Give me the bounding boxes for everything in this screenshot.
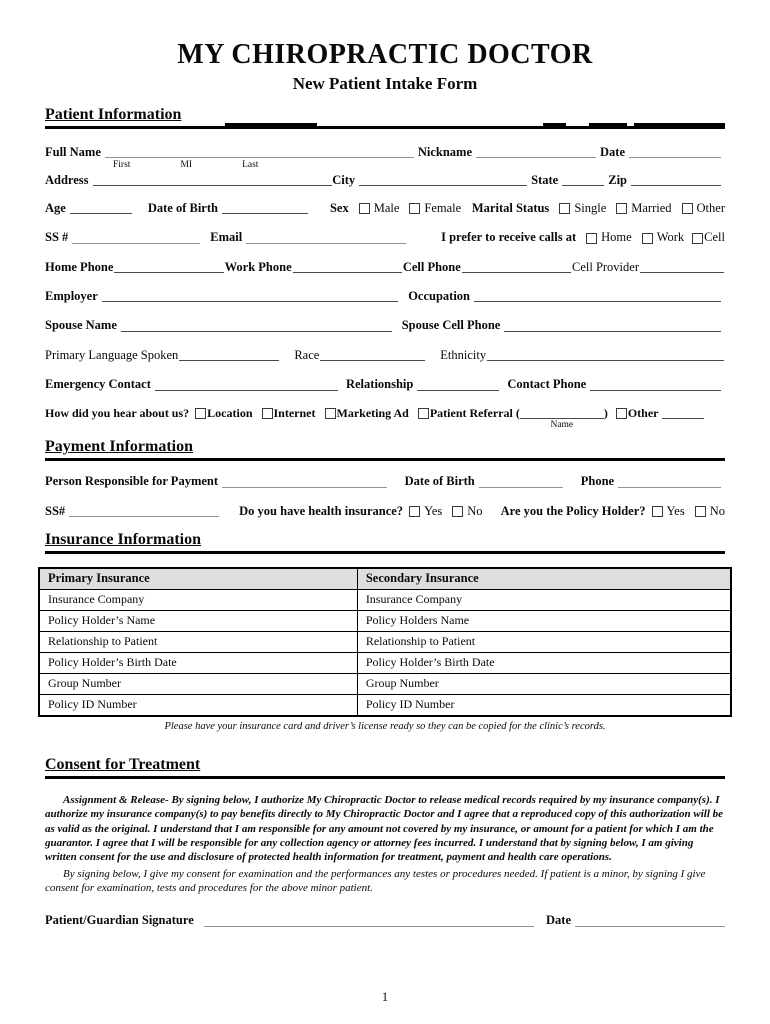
row-full-name (45, 145, 725, 159)
hear-internet-option-label: Internet (273, 405, 316, 420)
rule-mark (225, 123, 317, 127)
marital-status-label: Marital Status (471, 200, 550, 215)
checkbox-female[interactable] (409, 203, 420, 214)
state-label: State (531, 172, 559, 187)
cell-provider-label: Cell Provider (571, 259, 639, 274)
person-responsible-label: Person Responsible for Payment (45, 474, 219, 489)
row-person-responsible (45, 474, 725, 488)
policy-yes-label: Yes (666, 503, 685, 518)
checkbox-married[interactable] (616, 203, 627, 214)
signature-label: Patient/Guardian Signature (45, 913, 194, 928)
form-subtitle: New Patient Intake Form (292, 73, 478, 93)
checkbox-hear-marketing-ad[interactable] (325, 408, 336, 419)
checkbox-hear-internet[interactable] (262, 408, 273, 419)
table-cell[interactable]: Group Number (39, 674, 357, 695)
occupation-line[interactable] (474, 298, 721, 302)
page-number: 1 (381, 989, 389, 1004)
hear-about-us-label: How did you hear about us? (45, 405, 190, 420)
ss-line[interactable] (72, 240, 200, 244)
employer-label: Employer (45, 289, 98, 304)
table-cell[interactable]: Insurance Company (39, 590, 357, 611)
spouse-cell-label: Spouse Cell Phone (401, 318, 501, 333)
sex-label: Sex (329, 200, 349, 215)
row-language-race-ethnicity (45, 348, 725, 362)
home-phone-line[interactable] (114, 269, 223, 273)
checkbox-hear-patient-referral[interactable] (418, 408, 429, 419)
female-option-label: Female (424, 200, 462, 215)
table-cell[interactable]: Relationship to Patient (39, 632, 357, 653)
table-cell[interactable]: Policy Holder’s Birth Date (357, 653, 731, 674)
spouse-name-line[interactable] (121, 328, 392, 332)
primary-language-line[interactable] (179, 357, 279, 361)
payment-phone-line[interactable] (618, 484, 721, 488)
checkbox-hear-location[interactable] (195, 408, 206, 419)
city-line[interactable] (359, 182, 527, 186)
rule-mark (589, 123, 627, 127)
row-payment-ss-insurance (45, 504, 725, 518)
checkbox-single[interactable] (559, 203, 570, 214)
row-age-sex-marital (45, 201, 725, 215)
insurance-table-header-row (39, 568, 731, 590)
name-part-labels (45, 160, 725, 170)
hear-marketing-ad-option-label: Marketing Ad (336, 405, 409, 420)
home-phone-label: Home Phone (45, 259, 114, 274)
signature-date-label: Date (546, 913, 571, 928)
calls-preference-label: I prefer to receive calls at (441, 230, 577, 245)
hear-location-option-label: Location (207, 405, 253, 420)
payment-dob-label: Date of Birth (404, 474, 475, 489)
payment-ss-line[interactable] (69, 513, 219, 517)
spouse-cell-line[interactable] (504, 328, 721, 332)
payment-section-title: Payment Information (45, 438, 193, 456)
table-row (39, 653, 731, 674)
table-cell[interactable]: Policy Holder’s Birth Date (39, 653, 357, 674)
email-line[interactable] (246, 240, 406, 244)
checkbox-insurance-no[interactable] (452, 506, 463, 517)
city-label: City (332, 172, 356, 187)
cell-phone-label: Cell Phone (402, 259, 461, 274)
date-label: Date (600, 144, 625, 159)
hear-other-line[interactable] (662, 415, 704, 419)
table-row (39, 632, 731, 653)
patient-section-title: Patient Information (45, 105, 182, 123)
table-cell[interactable]: Policy Holders Name (357, 611, 731, 632)
payment-ss-label: SS# (45, 503, 66, 518)
referral-paren-close: ) (603, 405, 608, 420)
table-cell[interactable]: Policy ID Number (39, 695, 357, 717)
payment-dob-line[interactable] (479, 484, 563, 488)
address-label: Address (45, 172, 89, 187)
row-ss-email-calls (45, 230, 725, 244)
rule-mark (634, 123, 725, 127)
row-how-did-you-hear (45, 405, 725, 431)
row-phones (45, 260, 725, 274)
section-consent-for-treatment (45, 756, 725, 779)
race-line[interactable] (320, 357, 425, 361)
checkbox-calls-work[interactable] (642, 233, 653, 244)
table-cell[interactable]: Insurance Company (357, 590, 731, 611)
table-row (39, 674, 731, 695)
table-cell[interactable]: Group Number (357, 674, 731, 695)
insurance-section-title: Insurance Information (45, 531, 202, 549)
work-phone-label: Work Phone (224, 259, 292, 274)
checkbox-insurance-yes[interactable] (409, 506, 420, 517)
primary-language-label: Primary Language Spoken (45, 347, 179, 362)
full-name-label: Full Name (45, 144, 101, 159)
row-signature (45, 913, 725, 927)
consent-section-title: Consent for Treatment (45, 756, 201, 774)
table-row (39, 695, 731, 717)
married-option-label: Married (631, 200, 672, 215)
ss-label: SS # (45, 230, 69, 245)
person-responsible-line[interactable] (222, 484, 387, 488)
nickname-line[interactable] (476, 154, 596, 158)
cell-phone-line[interactable] (462, 269, 571, 273)
address-line[interactable] (93, 182, 333, 186)
payment-phone-label: Phone (580, 474, 615, 489)
hear-patient-referral-option-label: Patient Referral (429, 405, 513, 420)
checkbox-policy-yes[interactable] (652, 506, 663, 517)
referral-name-sublabel: Name (550, 420, 574, 431)
ethnicity-line[interactable] (487, 357, 724, 361)
health-insurance-question: Do you have health insurance? (239, 503, 404, 518)
relationship-label: Relationship (345, 377, 414, 392)
date-line[interactable] (629, 154, 721, 158)
policy-holder-question: Are you the Policy Holder? (500, 503, 646, 518)
calls-home-option-label: Home (601, 230, 632, 245)
section-patient-information (45, 106, 725, 129)
table-row (39, 590, 731, 611)
signature-date-line[interactable] (575, 923, 725, 927)
dob-line[interactable] (222, 210, 308, 214)
nickname-label: Nickname (417, 144, 472, 159)
checkbox-calls-home[interactable] (586, 233, 597, 244)
referral-name-line[interactable] (520, 415, 604, 431)
checkbox-policy-no[interactable] (695, 506, 706, 517)
occupation-label: Occupation (408, 289, 470, 304)
consent-assignment-release-paragraph: Assignment & Release- By signing below, I authorize My Chiropractic Doctor to release medical records required by my insurance company(s). I authorize my insurance company(s) to pay benefits directly to My Chiropractic Doctor and I agree that a reproduced copy of this authorization will be as valid as the original. I understand that I am responsible for any amount not covered by my insurance, or amount for a patient for which I am the guarantor. I agree that I will be responsible for any collection agency or attorney fees incurred. I understand that by signing below, I am giving written consent for the use and disclosure of protected health information for treatment, payment and health care operations. (45, 794, 724, 864)
employer-line[interactable] (102, 298, 398, 302)
hear-other-option-label: Other (627, 405, 659, 420)
calls-work-option-label: Work (656, 230, 685, 245)
section-insurance-information (45, 531, 725, 554)
state-line[interactable] (562, 182, 604, 186)
insurance-no-label: No (467, 503, 483, 518)
emergency-contact-label: Emergency Contact (45, 377, 151, 392)
email-label: Email (210, 230, 243, 245)
first-sublabel: First (113, 160, 131, 171)
contact-phone-label: Contact Phone (507, 377, 587, 392)
relationship-line[interactable] (417, 387, 499, 391)
full-name-line[interactable] (105, 154, 414, 158)
cell-provider-line[interactable] (640, 269, 724, 273)
table-cell[interactable]: Policy ID Number (357, 695, 731, 717)
row-spouse (45, 318, 725, 332)
policy-no-label: No (709, 503, 725, 518)
rule-mark (543, 123, 566, 127)
form-title: MY CHIROPRACTIC DOCTOR (177, 39, 593, 70)
age-line[interactable] (70, 210, 132, 214)
dob-label: Date of Birth (147, 200, 218, 215)
checkbox-calls-cell[interactable] (692, 233, 703, 244)
calls-cell-option-label: Cell (704, 230, 725, 245)
insurance-table (38, 567, 732, 717)
mi-sublabel: MI (180, 160, 193, 171)
single-option-label: Single (574, 200, 607, 215)
table-cell[interactable]: Relationship to Patient (357, 632, 731, 653)
checkbox-marital-other[interactable] (682, 203, 693, 214)
secondary-insurance-header: Secondary Insurance (357, 568, 731, 590)
insurance-card-note: Please have your insurance card and driver’s license ready so they can be copied for the clinic’s records. (164, 721, 606, 733)
contact-phone-line[interactable] (590, 387, 721, 391)
primary-insurance-header: Primary Insurance (39, 568, 357, 590)
zip-label: Zip (608, 172, 627, 187)
emergency-contact-line[interactable] (155, 387, 338, 391)
ethnicity-label: Ethnicity (440, 347, 487, 362)
signature-line[interactable] (204, 923, 534, 927)
last-sublabel: Last (242, 160, 259, 171)
table-row (39, 611, 731, 632)
table-cell[interactable]: Policy Holder’s Name (39, 611, 357, 632)
race-label: Race (294, 347, 320, 362)
marital-other-option-label: Other (696, 200, 725, 215)
row-emergency-contact (45, 377, 725, 391)
referral-paren-open: ( (515, 405, 520, 420)
checkbox-hear-other[interactable] (616, 408, 627, 419)
work-phone-line[interactable] (293, 269, 402, 273)
consent-examination-paragraph: By signing below, I give my consent for examination and the performances any testes or procedures needed. If patient is a minor, by signing I give consent for examination, tests and procedures for the above minor patient. (45, 867, 706, 894)
spouse-name-label: Spouse Name (45, 318, 117, 333)
male-option-label: Male (373, 200, 400, 215)
section-payment-information (45, 438, 725, 461)
row-employer (45, 289, 725, 303)
checkbox-male[interactable] (359, 203, 370, 214)
zip-line[interactable] (631, 182, 721, 186)
age-label: Age (45, 200, 66, 215)
insurance-yes-label: Yes (424, 503, 443, 518)
row-address (45, 173, 725, 187)
